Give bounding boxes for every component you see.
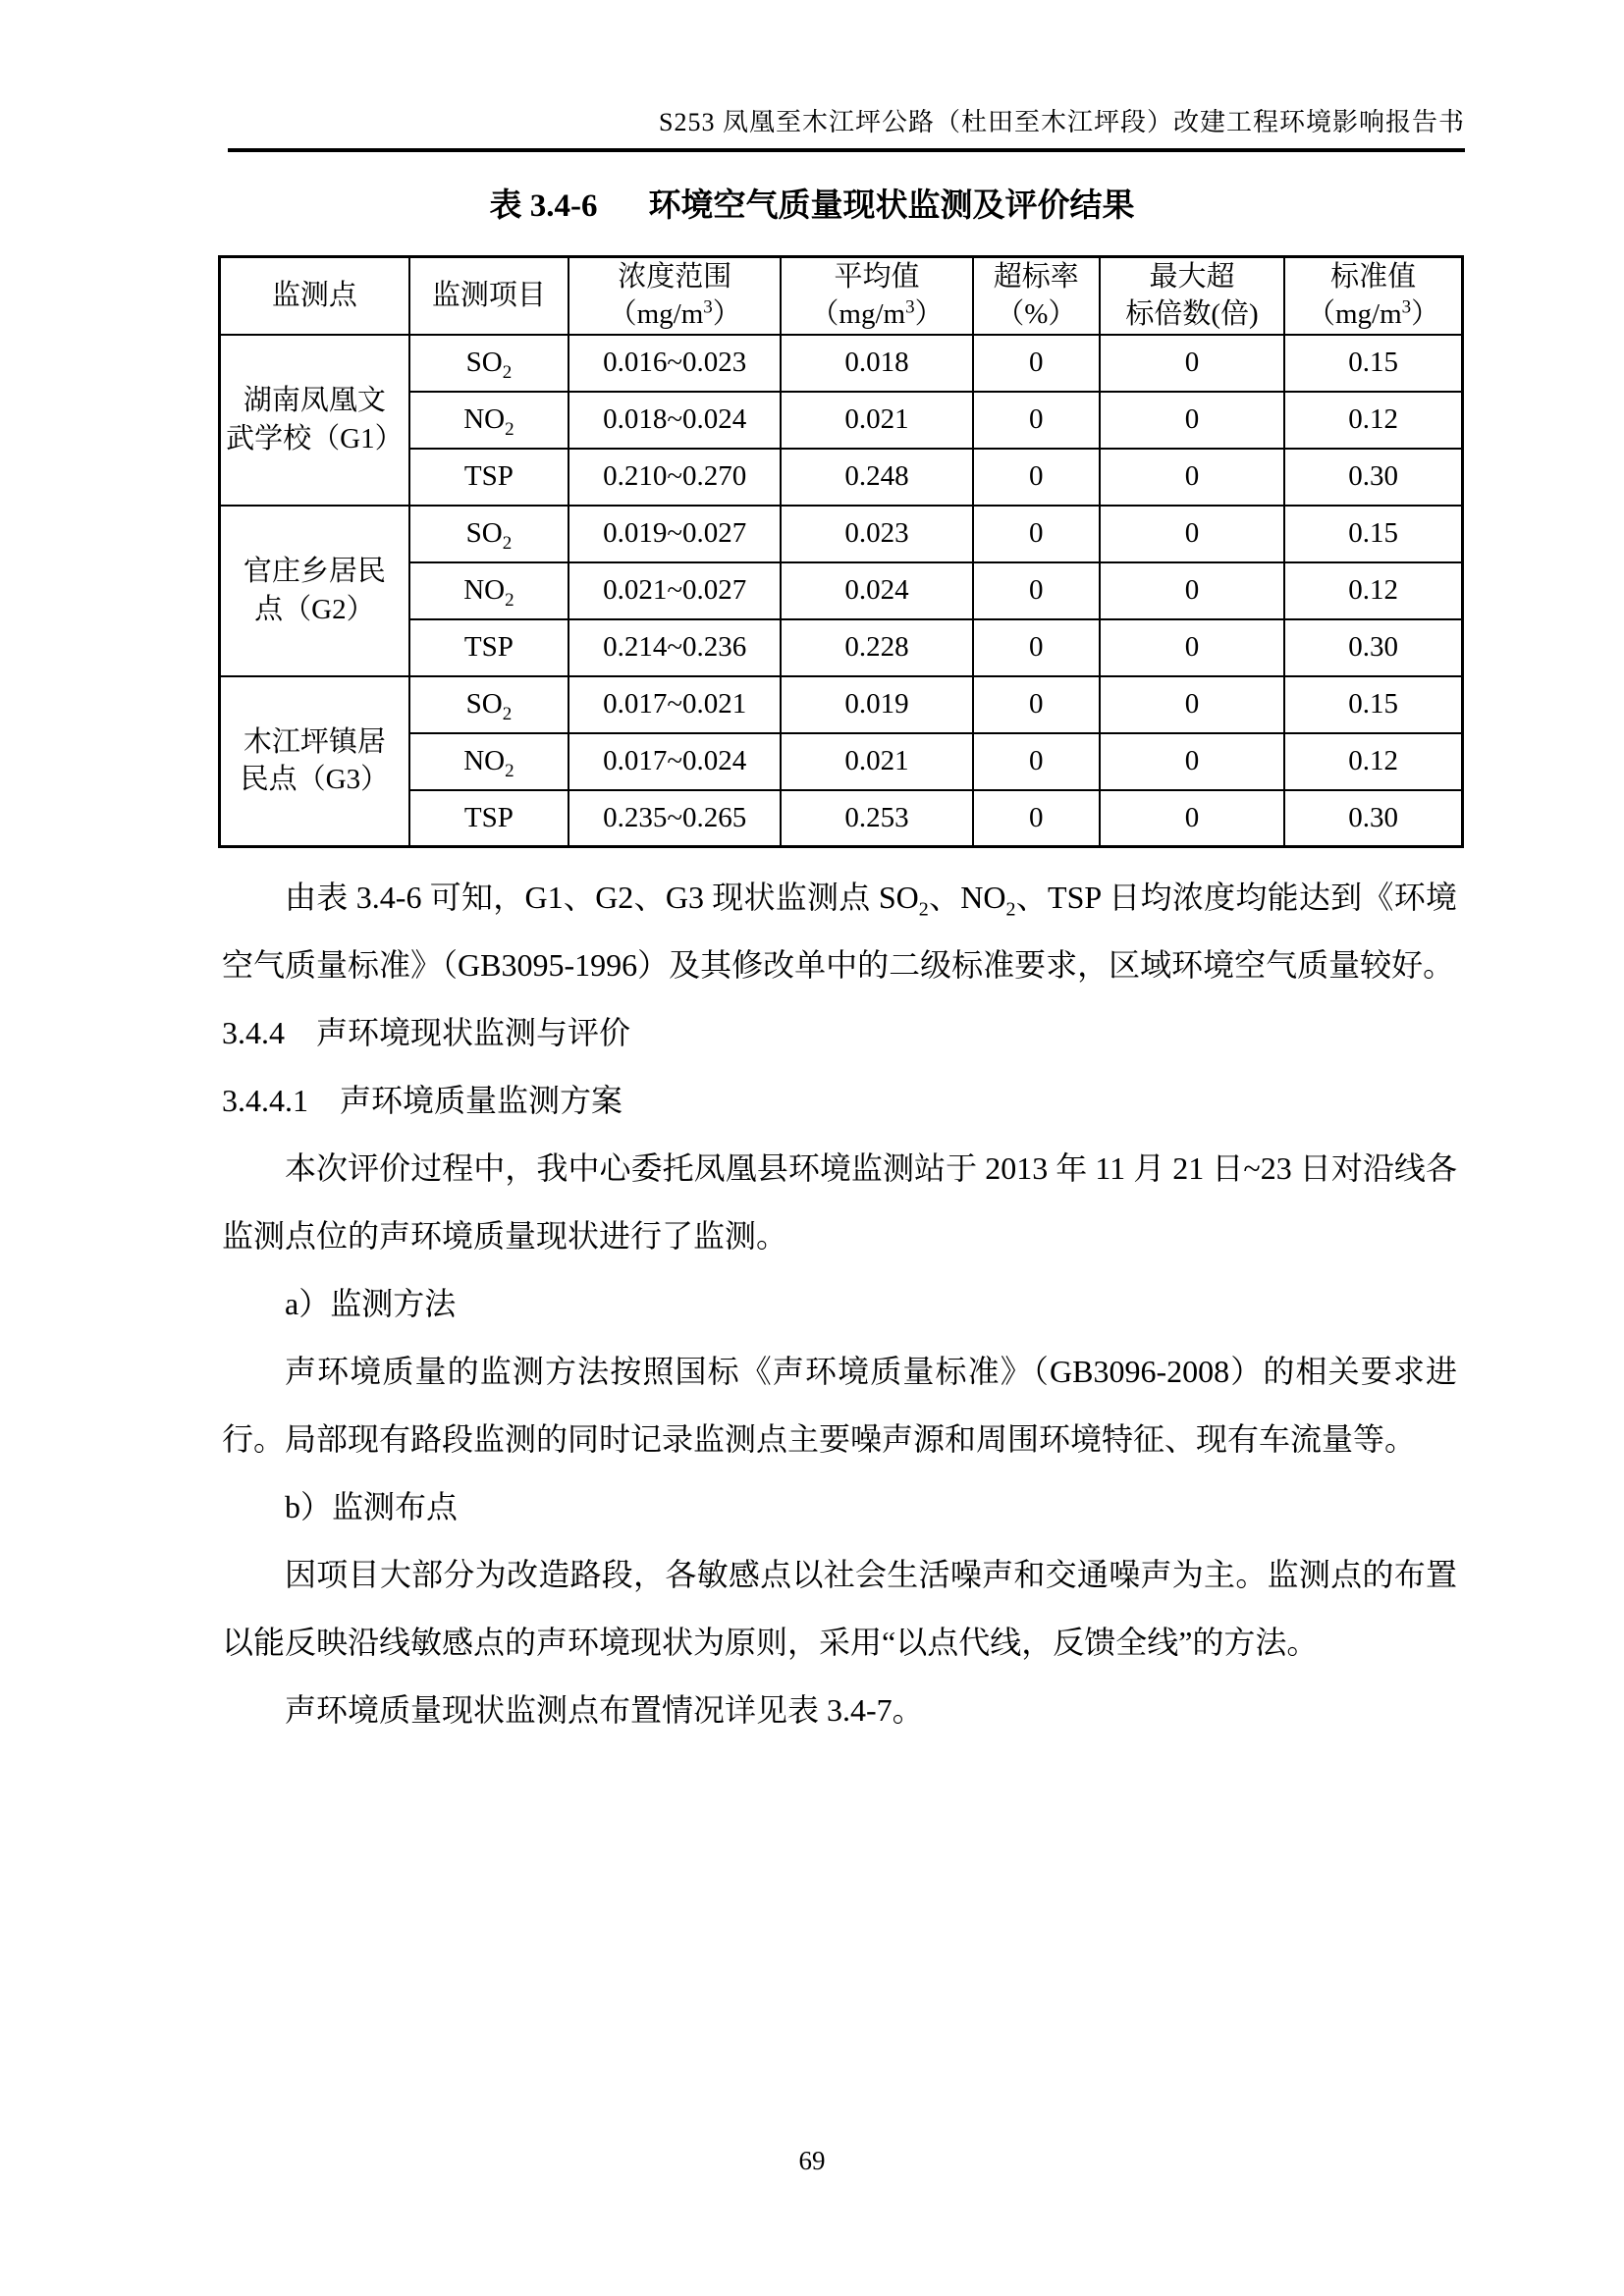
site-cell: 官庄乡居民 点（G2）	[220, 506, 409, 676]
range-cell: 0.019~0.027	[568, 506, 781, 562]
table-row	[220, 676, 1463, 733]
pollutant-cell: $NO_2$	[409, 392, 568, 449]
avg-cell: 0.228	[781, 619, 972, 676]
item-a-heading: a）监测方法	[285, 1286, 457, 1321]
avg-cell: 0.024	[781, 562, 972, 619]
pollutant-cell: TSP	[409, 449, 568, 506]
col-header-range: 浓度范围 $(mg/m^3)$	[568, 257, 781, 335]
table-caption-label: 表 3.4-6	[489, 188, 598, 224]
standard-cell: 0.15	[1284, 335, 1462, 392]
standard-cell: 0.30	[1284, 790, 1462, 847]
header-rule	[228, 148, 1465, 152]
col-header-site: 监测点	[220, 257, 409, 335]
exceed-rate-cell: 0	[973, 449, 1100, 506]
range-cell: 0.210~0.270	[568, 449, 781, 506]
table-row	[220, 335, 1463, 392]
air-quality-table	[218, 255, 1464, 848]
para-monitor-method: 声环境质量的监测方法按照国标《声环境质量标准》（GB3096-2008）的相关要求进行。局部现有路段监测的同时记录监测点主要噪声源和周围环境特征、现有车流量等。	[222, 1354, 1457, 1457]
standard-cell: 0.15	[1284, 676, 1462, 733]
range-cell: 0.017~0.024	[568, 733, 781, 790]
avg-cell: 0.021	[781, 392, 972, 449]
pollutant-cell: TSP	[409, 619, 568, 676]
standard-cell: 0.12	[1284, 562, 1462, 619]
pollutant-cell: $NO_2$	[409, 562, 568, 619]
para-table-ref: 声环境质量现状监测点布置情况详见表 3.4-7。	[285, 1692, 924, 1728]
avg-cell: 0.248	[781, 449, 972, 506]
standard-cell: 0.30	[1284, 619, 1462, 676]
standard-cell: 0.12	[1284, 392, 1462, 449]
col-header-max-exceed: 最大超 标倍数(倍)	[1100, 257, 1284, 335]
max-exceed-cell: 0	[1100, 733, 1284, 790]
max-exceed-cell: 0	[1100, 506, 1284, 562]
range-cell: 0.021~0.027	[568, 562, 781, 619]
range-cell: 0.235~0.265	[568, 790, 781, 847]
site-cell: 木江坪镇居 民点（G3）	[220, 676, 409, 847]
range-cell: 0.018~0.024	[568, 392, 781, 449]
site-cell: 湖南凤凰文 武学校（G1）	[220, 335, 409, 506]
max-exceed-cell: 0	[1100, 392, 1284, 449]
range-cell: 0.017~0.021	[568, 676, 781, 733]
pollutant-cell: $NO_2$	[409, 733, 568, 790]
heading-3-4-4-1: 3.4.4.1 声环境质量监测方案	[222, 1083, 623, 1118]
avg-cell: 0.021	[781, 733, 972, 790]
avg-cell: 0.023	[781, 506, 972, 562]
body-text	[222, 864, 1457, 1744]
avg-cell: 0.018	[781, 335, 972, 392]
pollutant-cell: $SO_2$	[409, 335, 568, 392]
pollutant-cell: $SO_2$	[409, 506, 568, 562]
standard-cell: 0.12	[1284, 733, 1462, 790]
max-exceed-cell: 0	[1100, 790, 1284, 847]
max-exceed-cell: 0	[1100, 449, 1284, 506]
page-number: 69	[798, 2146, 826, 2175]
exceed-rate-cell: 0	[973, 733, 1100, 790]
exceed-rate-cell: 0	[973, 392, 1100, 449]
max-exceed-cell: 0	[1100, 619, 1284, 676]
para-noise-intro: 本次评价过程中，我中心委托凤凰县环境监测站于 2013 年 11 月 21 日~23 日对沿线各监测点位的声环境质量现状进行了监测。	[222, 1150, 1457, 1254]
standard-cell: 0.15	[1284, 506, 1462, 562]
exceed-rate-cell: 0	[973, 790, 1100, 847]
col-header-average: 平均值 $(mg/m^3)$	[781, 257, 972, 335]
standard-cell: 0.30	[1284, 449, 1462, 506]
max-exceed-cell: 0	[1100, 676, 1284, 733]
range-cell: 0.016~0.023	[568, 335, 781, 392]
col-header-standard: 标准值 $(mg/m^3)$	[1284, 257, 1462, 335]
avg-cell: 0.253	[781, 790, 972, 847]
item-b-heading: b）监测布点	[285, 1489, 459, 1524]
para-air-conclusion: 由表 3.4-6 可知，G1、G2、G3 现状监测点 $SO_2$、$NO_2$、TSP 日均浓度均能达到《环境空气质量标准》（GB3095-1996）及其修改单中的二级标准要求，区域环境空气质量较好。	[222, 880, 1457, 983]
avg-cell: 0.019	[781, 676, 972, 733]
max-exceed-cell: 0	[1100, 562, 1284, 619]
exceed-rate-cell: 0	[973, 619, 1100, 676]
col-header-exceed-rate: 超标率 （%）	[973, 257, 1100, 335]
heading-3-4-4: 3.4.4 声环境现状监测与评价	[222, 1015, 631, 1050]
exceed-rate-cell: 0	[973, 506, 1100, 562]
pollutant-cell: $SO_2$	[409, 676, 568, 733]
table-caption-title: 环境空气质量现状监测及评价结果	[648, 188, 1135, 224]
exceed-rate-cell: 0	[973, 562, 1100, 619]
table-header-row	[220, 257, 1463, 335]
table-caption	[0, 187, 1624, 226]
col-header-item: 监测项目	[409, 257, 568, 335]
max-exceed-cell: 0	[1100, 335, 1284, 392]
para-monitor-layout: 因项目大部分为改造路段，各敏感点以社会生活噪声和交通噪声为主。监测点的布置以能反映沿线敏感点的声环境现状为原则，采用“以点代线，反馈全线”的方法。	[222, 1557, 1457, 1660]
table-row	[220, 506, 1463, 562]
range-cell: 0.214~0.236	[568, 619, 781, 676]
exceed-rate-cell: 0	[973, 676, 1100, 733]
page-header-title: S253 凤凰至木江坪公路（杜田至木江坪段）改建工程环境影响报告书	[659, 108, 1465, 136]
pollutant-cell: TSP	[409, 790, 568, 847]
exceed-rate-cell: 0	[973, 335, 1100, 392]
